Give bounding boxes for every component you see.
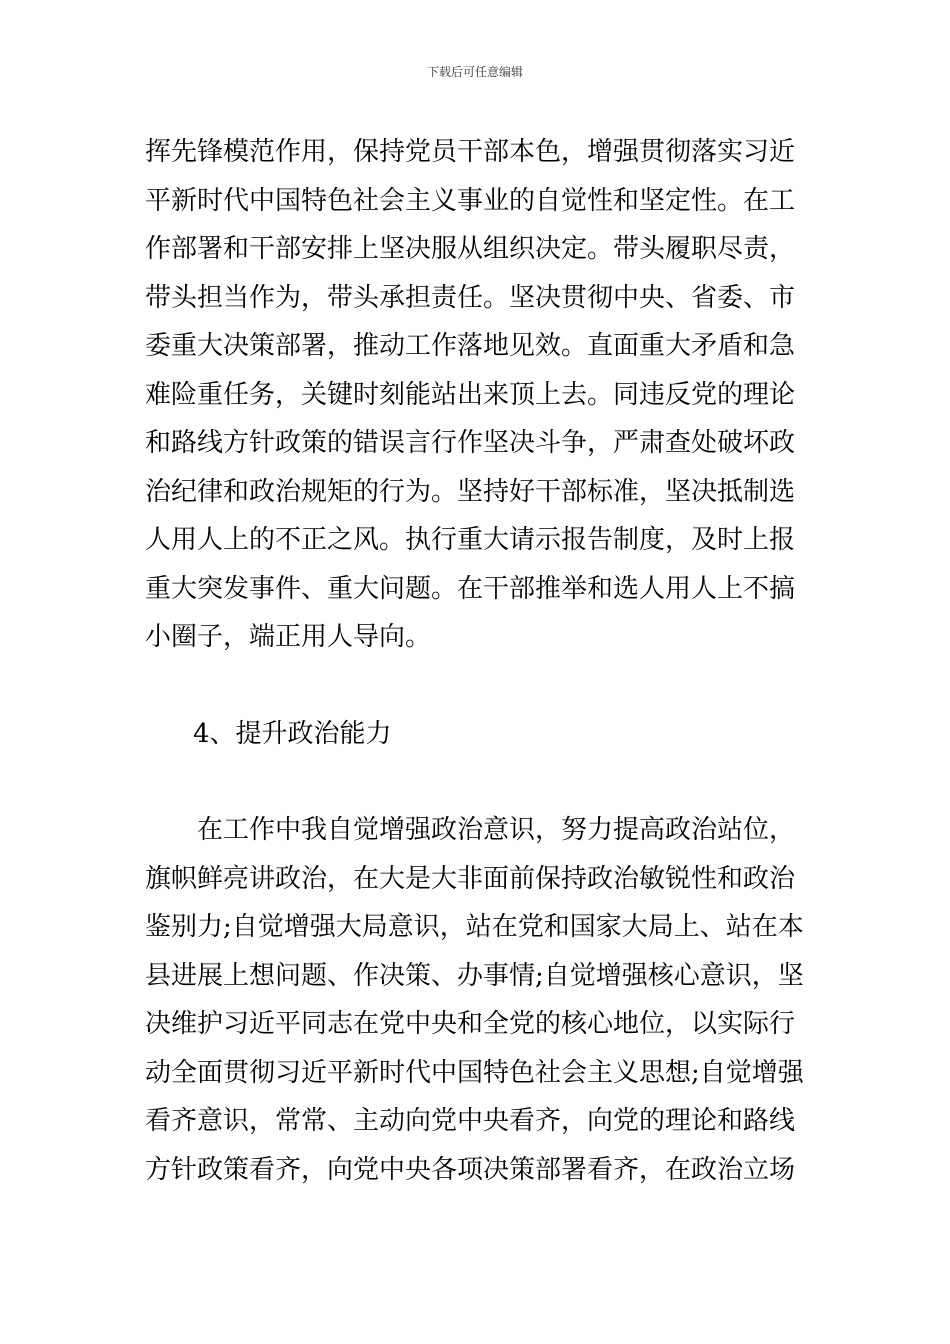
text-line: 治纪律和政治规矩的行为。坚持好干部标准，坚决抵制选 <box>145 476 796 507</box>
text-line: 鉴别力;自觉增强大局意识，站在党和国家大局上、站在本 <box>145 912 804 942</box>
text-line: 挥先锋模范作用，保持党员干部本色，增强贯彻落实习近 <box>145 137 796 167</box>
section-heading: 4、提升政治能力 <box>193 718 392 749</box>
document-body <box>145 128 810 1194</box>
text-line: 和路线方针政策的错误言行作坚决斗争，严肃查处破坏政 <box>145 428 796 458</box>
text-line: 旗帜鲜亮讲政治，在大是大非面前保持政治敏锐性和政治 <box>145 863 796 894</box>
text-line: 委重大决策部署，推动工作落地见效。直面重大矛盾和急 <box>145 331 796 361</box>
text-line: 小圈子，端正用人导向。 <box>145 622 432 652</box>
paragraph-party-conduct <box>145 128 810 662</box>
text-line: 重大突发事件、重大问题。在干部推举和选人用人上不搞 <box>145 573 796 604</box>
spacer <box>145 758 810 806</box>
text-line: 决维护习近平同志在党中央和全党的核心地位，以实际行 <box>145 1009 796 1039</box>
spacer <box>145 662 810 710</box>
text-line: 在工作中我自觉增强政治意识，努力提高政治站位， <box>145 815 796 845</box>
page-header: 下载后可任意编辑 <box>426 65 523 79</box>
text-line: 县进展上想问题、作决策、办事情;自觉增强核心意识，坚 <box>145 960 804 991</box>
text-line: 人用人上的不正之风。执行重大请示报告制度，及时上报 <box>145 525 796 555</box>
text-line: 方针政策看齐，向党中央各项决策部署看齐，在政治立场 <box>145 1154 796 1185</box>
text-line: 动全面贯彻习近平新时代中国特色社会主义思想;自觉增强 <box>145 1057 804 1088</box>
text-line: 难险重任务，关键时刻能站出来顶上去。同违反党的理论 <box>145 379 796 410</box>
text-line: 作部署和干部安排上坚决服从组织决定。带头履职尽责， <box>145 234 796 264</box>
paragraph-political-ability <box>145 806 810 1194</box>
text-line: 平新时代中国特色社会主义事业的自觉性和坚定性。在工 <box>145 185 796 216</box>
text-line: 带头担当作为，带头承担责任。坚决贯彻中央、省委、市 <box>145 282 796 313</box>
text-line: 看齐意识，常常、主动向党中央看齐，向党的理论和路线 <box>145 1106 796 1136</box>
